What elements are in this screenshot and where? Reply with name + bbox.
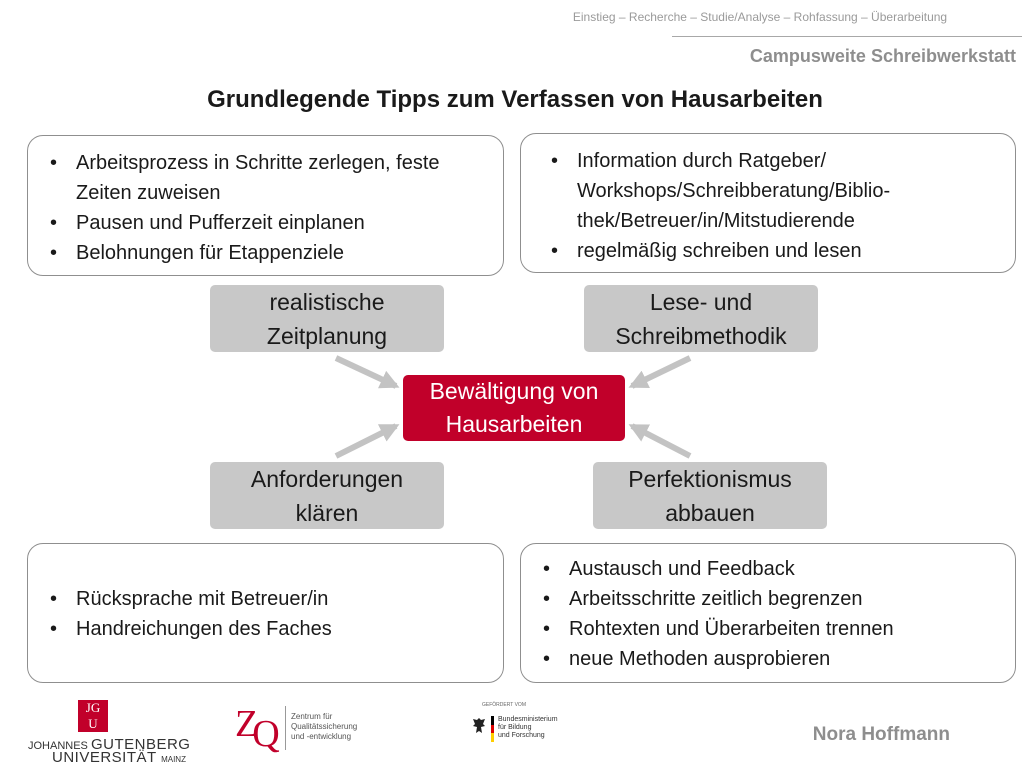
tips-list xyxy=(46,148,493,268)
tip-item: • regelmäßig schreiben und lesen xyxy=(547,236,1005,266)
zq-mark xyxy=(235,702,286,755)
topic-label-line: Anforderungen xyxy=(250,465,404,492)
topic-label-line: Zeitplanung xyxy=(266,322,388,349)
arrow-from-requirements xyxy=(336,426,396,456)
breadcrumb: Einstieg – Recherche – Studie/Analyse – Rohfassung – Überarbeitung xyxy=(572,10,948,24)
eagle-icon xyxy=(472,716,486,736)
topic-clarify-requirements xyxy=(210,462,444,529)
header-divider xyxy=(672,36,1022,37)
zq-logo xyxy=(235,702,385,758)
arrow-from-reading-writing xyxy=(632,358,690,386)
zq-letter-z: Z xyxy=(235,703,259,745)
tips-list xyxy=(547,146,1005,266)
bmbf-logo xyxy=(472,702,572,758)
tip-item: • Pausen und Pufferzeit einplanen xyxy=(46,208,493,238)
topic-label-line: Schreibmethodik xyxy=(615,322,787,349)
german-flag-icon xyxy=(491,716,494,742)
zq-divider xyxy=(285,706,286,750)
author-name: Nora Hoffmann xyxy=(812,724,950,745)
tip-item: • Austausch und Feedback xyxy=(539,554,1005,584)
central-topic-line: Bewältigung von xyxy=(429,378,599,404)
topic-label-line: Perfektionismus xyxy=(628,465,792,492)
slide-title: Grundlegende Tipps zum Verfassen von Hausarbeiten xyxy=(207,86,823,113)
tips-list xyxy=(46,584,493,644)
tip-item: • Information durch Ratgeber/ Workshops/Schreibberatung/Biblio-thek/Betreuer/in/Mitstudierende xyxy=(547,146,1005,236)
tips-box-reading-writing xyxy=(520,133,1016,273)
topic-label-line: realistische xyxy=(269,288,385,315)
tip-item: • Belohnungen für Etappenziele xyxy=(46,238,493,268)
jgu-johannes: JOHANNES xyxy=(28,740,88,752)
zq-text-line: und -entwicklung xyxy=(291,732,352,741)
bmbf-funded-by: GEFÖRDERT VOM xyxy=(482,702,526,708)
topic-reduce-perfectionism xyxy=(593,462,827,529)
tip-item: • Handreichungen des Faches xyxy=(46,614,493,644)
topic-label-line: Lese- und xyxy=(649,288,753,315)
zq-text-line: Zentrum für xyxy=(291,712,333,721)
jgu-name-line2 xyxy=(52,749,186,766)
jgu-logo xyxy=(28,700,191,766)
jgu-mainz: MAINZ xyxy=(161,755,186,764)
arrow-from-time-planning xyxy=(336,358,396,386)
tip-item: • Arbeitsprozess in Schritte zerlegen, feste Zeiten zuweisen xyxy=(46,148,493,208)
tips-box-perfectionism xyxy=(520,543,1016,683)
tips-box-time-planning xyxy=(27,135,504,276)
jgu-universitaet: UNIVERSITÄT xyxy=(52,749,157,766)
jgu-mark xyxy=(78,700,108,732)
topic-reading-writing-methods xyxy=(584,285,818,352)
topic-time-planning xyxy=(210,285,444,352)
jgu-gutenberg: GUTENBERG xyxy=(90,736,191,753)
zq-letter-q: Q xyxy=(252,713,280,755)
zq-text-line: Qualitätssicherung xyxy=(291,722,358,731)
bmbf-text-line: und Forschung xyxy=(498,732,545,739)
bmbf-text-line: Bundesministerium xyxy=(498,716,558,723)
bmbf-text-line: für Bildung xyxy=(498,724,532,731)
tip-item: • Arbeitsschritte zeitlich begrenzen xyxy=(539,584,1005,614)
arrow-from-perfectionism xyxy=(632,426,690,456)
tip-item: • Rohtexten und Überarbeiten trennen xyxy=(539,614,1005,644)
workshop-name: Campusweite Schreibwerkstatt xyxy=(749,46,1016,66)
tip-item: • neue Methoden ausprobieren xyxy=(539,644,1005,674)
central-topic xyxy=(403,375,625,441)
zq-text xyxy=(291,712,381,742)
tip-item: • Rücksprache mit Betreuer/in xyxy=(46,584,493,614)
central-topic-line: Hausarbeiten xyxy=(445,411,583,437)
jgu-mark-top: JG xyxy=(85,700,101,715)
tips-list xyxy=(539,554,1005,674)
tips-box-requirements xyxy=(27,543,504,683)
jgu-mark-bottom: U xyxy=(88,716,98,731)
topic-label-line: klären xyxy=(295,499,359,526)
topic-label-line: abbauen xyxy=(665,499,755,526)
bmbf-text xyxy=(498,716,570,740)
